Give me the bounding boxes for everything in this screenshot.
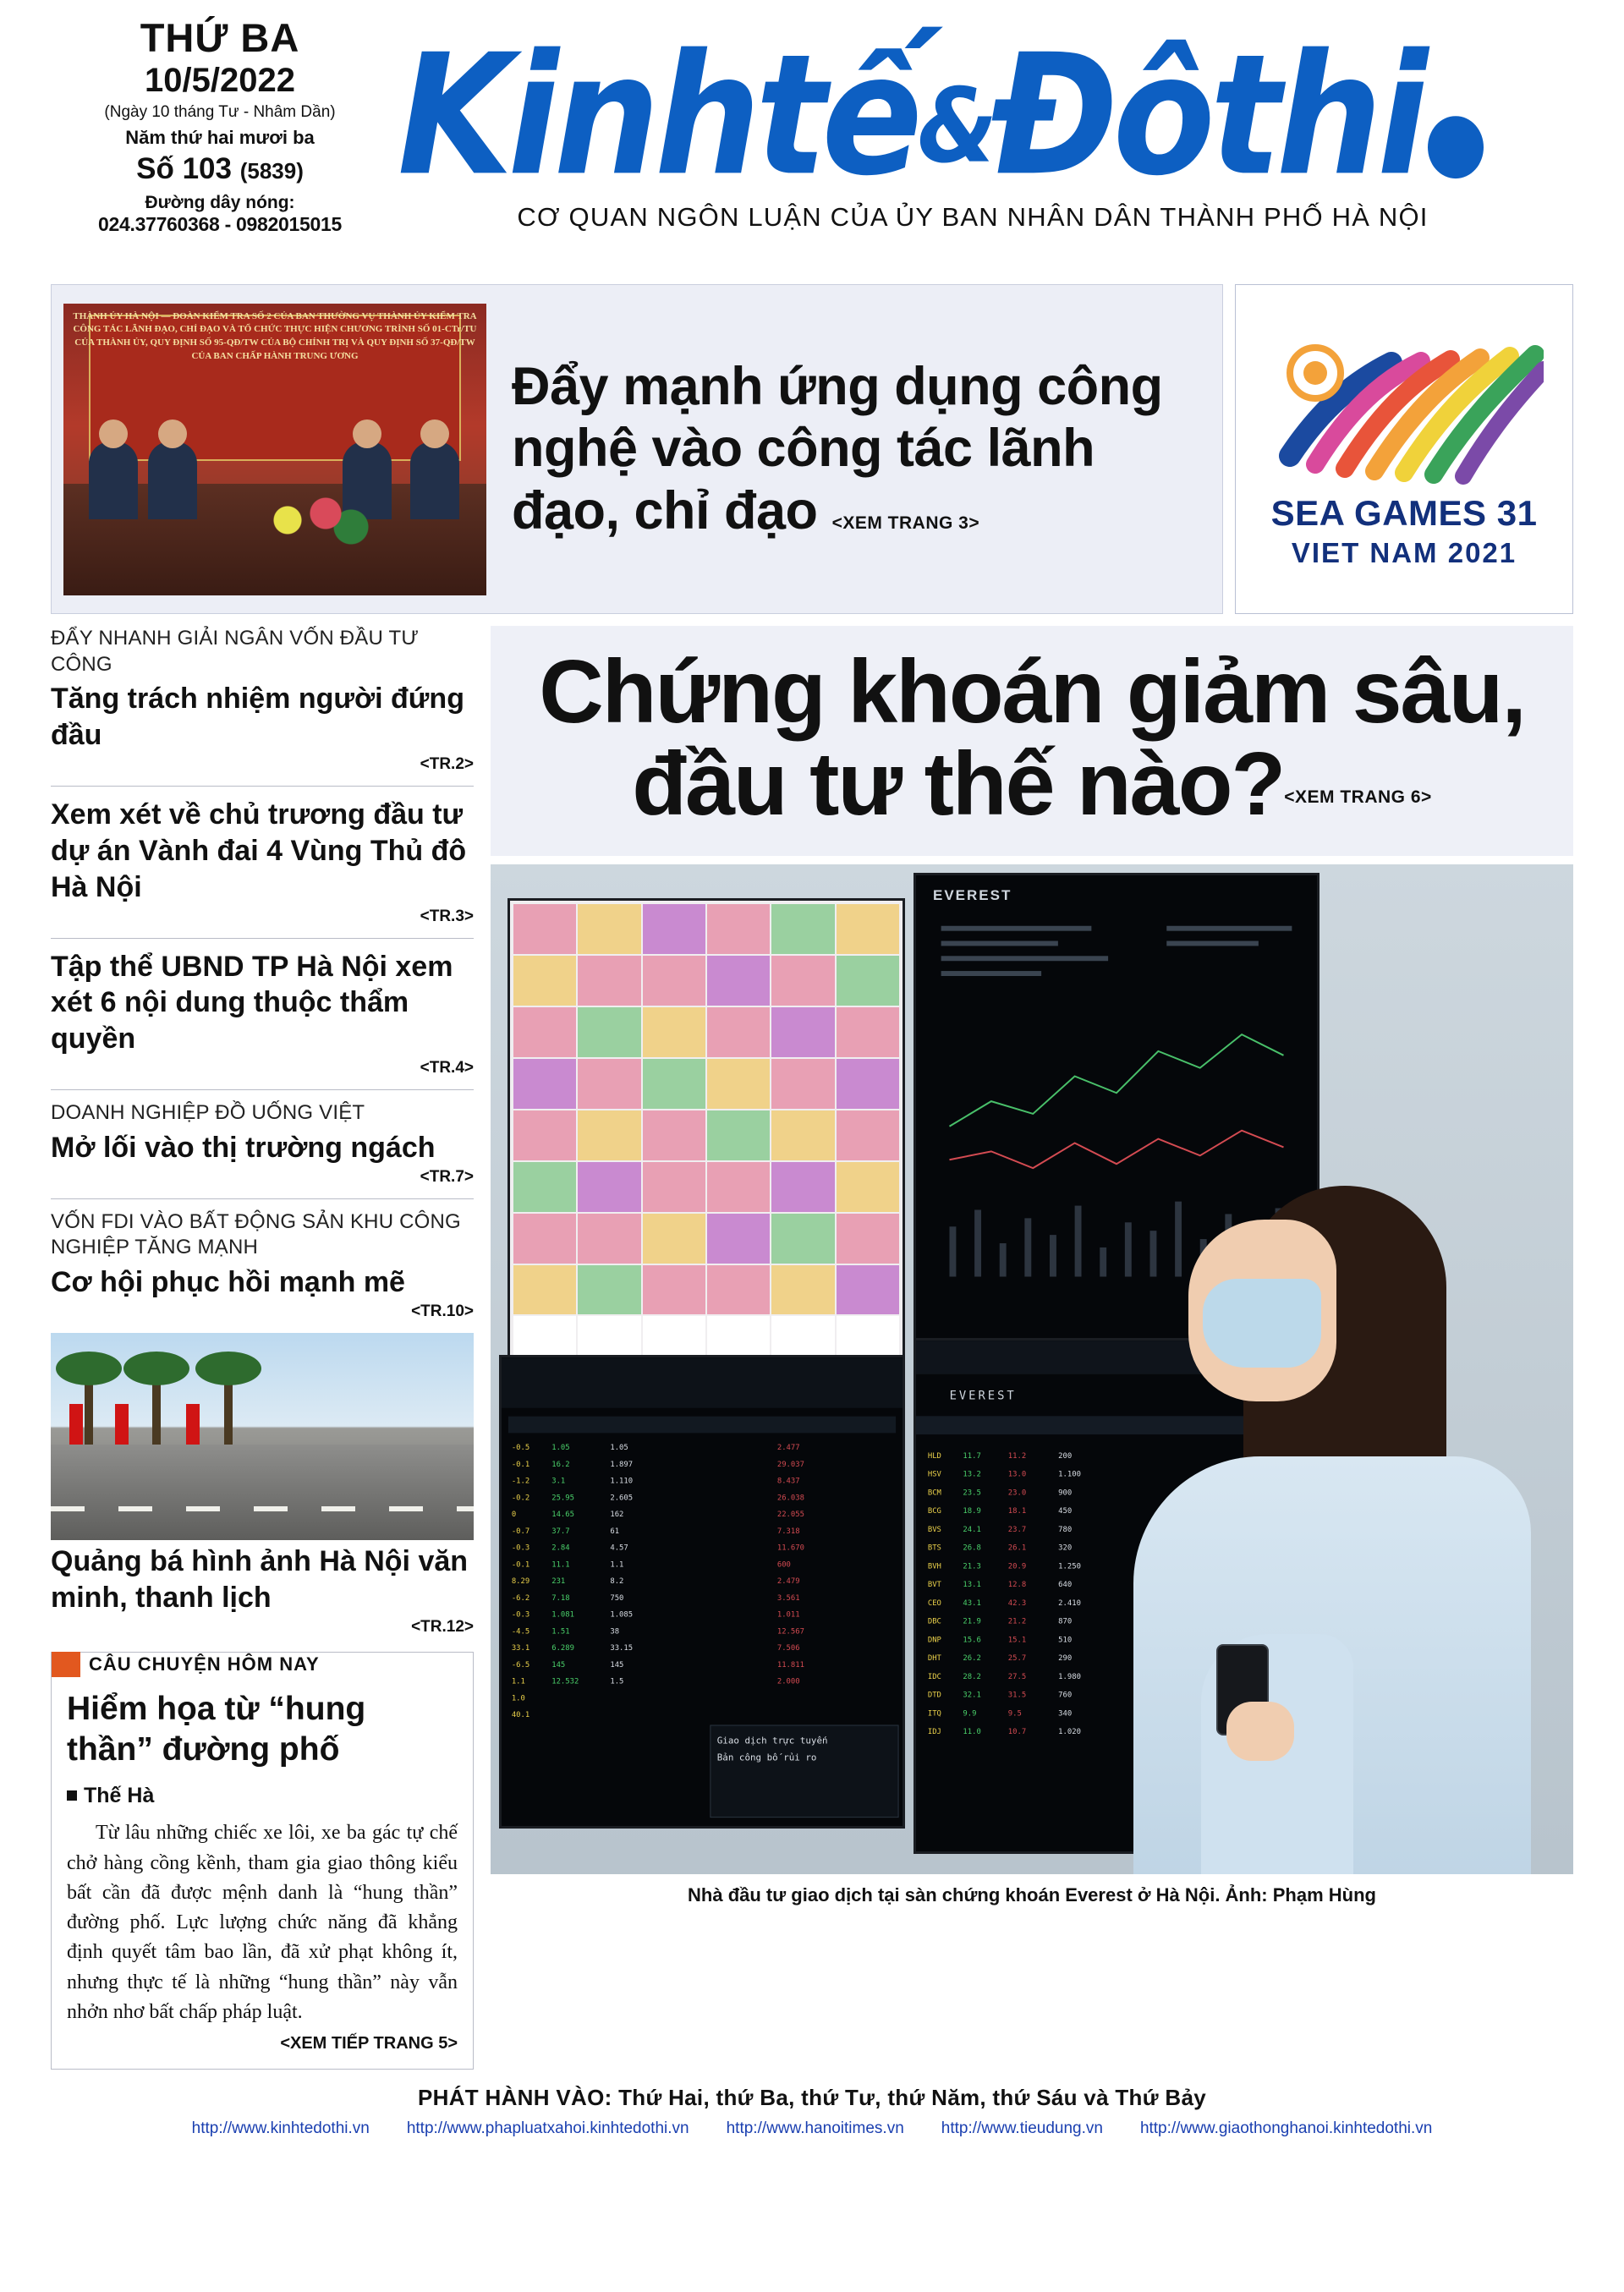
masthead-tagline: CƠ QUAN NGÔN LUẬN CỦA ỦY BAN NHÂN DÂN THÀNH PHỐ HÀ NỘI <box>517 202 1429 232</box>
svg-text:26.038: 26.038 <box>776 1494 804 1503</box>
svg-text:20.9: 20.9 <box>1007 1562 1027 1571</box>
svg-text:10.7: 10.7 <box>1007 1728 1027 1737</box>
svg-text:38: 38 <box>610 1627 620 1637</box>
svg-text:15.6: 15.6 <box>963 1636 981 1645</box>
publication-year: Năm thứ hai mươi ba <box>125 127 315 149</box>
svg-text:18.1: 18.1 <box>1007 1507 1027 1516</box>
banner-photo-person <box>410 441 459 519</box>
svg-text:8.29: 8.29 <box>511 1577 530 1587</box>
publication-schedule <box>51 2085 1573 2111</box>
svg-text:DTD: DTD <box>927 1692 941 1701</box>
hotline-label: Đường dây nóng: <box>145 193 295 213</box>
svg-text:16.2: 16.2 <box>551 1461 570 1470</box>
svg-text:61: 61 <box>610 1527 620 1537</box>
svg-text:28.2: 28.2 <box>963 1673 981 1682</box>
seagames-badge[interactable] <box>1235 284 1573 614</box>
svg-text:1.020: 1.020 <box>1058 1728 1081 1737</box>
svg-text:1.51: 1.51 <box>551 1627 570 1637</box>
street-photo <box>51 1333 474 1540</box>
svg-text:1.110: 1.110 <box>610 1477 634 1486</box>
page-body <box>51 626 1573 2070</box>
svg-text:21.3: 21.3 <box>963 1562 981 1571</box>
svg-text:200: 200 <box>1058 1452 1073 1461</box>
svg-text:29.037: 29.037 <box>776 1461 804 1470</box>
footer-link-hanoitimes[interactable]: http://www.hanoitimes.vn <box>726 2119 904 2138</box>
svg-text:BVH: BVH <box>927 1562 941 1571</box>
flag-icon <box>69 1404 83 1445</box>
footer-link-tieudung[interactable]: http://www.tieudung.vn <box>941 2119 1103 2138</box>
svg-text:0: 0 <box>511 1511 517 1520</box>
publish-label: PHÁT HÀNH VÀO: <box>418 2085 612 2111</box>
svg-text:320: 320 <box>1058 1544 1073 1553</box>
svg-text:25.95: 25.95 <box>551 1494 574 1503</box>
svg-text:-4.5: -4.5 <box>511 1627 530 1637</box>
photo-caption-headline[interactable] <box>51 1544 474 1637</box>
seagames-logo-icon <box>1265 329 1544 490</box>
svg-text:-1.2: -1.2 <box>511 1477 530 1486</box>
headline-page-ref: <TR.7> <box>420 1167 474 1186</box>
svg-text:BCG: BCG <box>927 1507 941 1516</box>
svg-text:1.5: 1.5 <box>610 1677 624 1686</box>
svg-text:26.8: 26.8 <box>963 1544 981 1553</box>
svg-text:37.7: 37.7 <box>551 1527 570 1537</box>
svg-text:450: 450 <box>1058 1507 1073 1516</box>
svg-text:1.011: 1.011 <box>776 1610 800 1620</box>
svg-text:31.5: 31.5 <box>1007 1692 1027 1701</box>
byline-bullet-icon <box>67 1790 77 1801</box>
svg-text:42.3: 42.3 <box>1007 1599 1027 1609</box>
divider <box>51 1089 474 1090</box>
screen-table-graphic <box>502 1357 903 1826</box>
svg-text:BVT: BVT <box>927 1581 941 1590</box>
banner-headline[interactable] <box>486 356 1210 541</box>
svg-text:290: 290 <box>1058 1654 1073 1664</box>
svg-text:-6.2: -6.2 <box>511 1594 530 1604</box>
svg-text:1.250: 1.250 <box>1058 1562 1081 1571</box>
main-headline-line1: Chứng khoán giảm sâu, <box>539 642 1525 742</box>
banner-photo-flowers <box>250 486 376 554</box>
divider <box>51 1198 474 1199</box>
face-mask-icon <box>1203 1279 1321 1368</box>
photo-caption-page-ref: <TR.12> <box>411 1617 474 1636</box>
today-story-byline <box>67 1784 458 1808</box>
logo-text-te: tế <box>755 18 918 213</box>
svg-text:1.980: 1.980 <box>1058 1673 1081 1682</box>
masthead-info <box>51 12 389 236</box>
left-column <box>51 626 474 2070</box>
svg-text:-0.1: -0.1 <box>511 1560 530 1570</box>
svg-text:600: 600 <box>776 1560 791 1570</box>
svg-text:1.085: 1.085 <box>610 1610 634 1620</box>
svg-text:23.0: 23.0 <box>1007 1489 1027 1498</box>
issue-label: Số 103 <box>136 152 232 186</box>
footer-link-phapluatxahoi[interactable]: http://www.phapluatxahoi.kinhtedothi.vn <box>406 2119 689 2138</box>
svg-text:3.561: 3.561 <box>776 1594 800 1604</box>
headline-page-ref: <TR.10> <box>411 1302 474 1320</box>
svg-text:1.05: 1.05 <box>610 1444 628 1453</box>
svg-text:Bản công bố rủi ro: Bản công bố rủi ro <box>716 1752 817 1763</box>
logo-text-thi: thi <box>1210 18 1424 213</box>
svg-text:4.57: 4.57 <box>610 1544 628 1553</box>
svg-text:9.9: 9.9 <box>963 1709 977 1719</box>
main-headline-line2-wrap <box>513 734 1551 835</box>
svg-text:24.1: 24.1 <box>963 1526 981 1535</box>
svg-text:-0.1: -0.1 <box>511 1461 530 1470</box>
svg-text:25.7: 25.7 <box>1007 1654 1027 1664</box>
svg-text:7.506: 7.506 <box>776 1644 800 1653</box>
hotline-number: 024.37760368 - 0982015015 <box>98 213 342 236</box>
logo-text-kinh: Kinh <box>398 18 756 213</box>
flag-icon <box>115 1404 129 1445</box>
screen-brand-label: EVEREST <box>933 887 1012 904</box>
headline-title: Mở lối vào thị trường ngách <box>51 1131 436 1164</box>
svg-text:26.1: 26.1 <box>1007 1544 1027 1553</box>
headline-item-1[interactable] <box>51 626 474 774</box>
svg-text:2.000: 2.000 <box>776 1677 800 1686</box>
headline-title: Cơ hội phục hồi mạnh mẽ <box>51 1266 405 1299</box>
logo-wrap <box>398 12 1573 211</box>
svg-text:22.055: 22.055 <box>776 1511 804 1520</box>
svg-text:11.670: 11.670 <box>776 1544 804 1553</box>
banner-photo <box>63 304 486 595</box>
page-footer <box>51 2085 1573 2138</box>
svg-text:BCM: BCM <box>927 1489 941 1498</box>
svg-text:11.811: 11.811 <box>776 1661 804 1670</box>
svg-text:-0.2: -0.2 <box>511 1494 530 1503</box>
svg-text:162: 162 <box>610 1511 624 1520</box>
svg-text:23.7: 23.7 <box>1007 1526 1027 1535</box>
svg-text:1.081: 1.081 <box>551 1610 574 1620</box>
headline-kicker: VỐN FDI VÀO BẤT ĐỘNG SẢN KHU CÔNG NGHIỆP TĂNG MẠNH <box>51 1209 461 1259</box>
svg-text:1.1: 1.1 <box>511 1677 525 1686</box>
svg-text:Giao dịch trực tuyến: Giao dịch trực tuyến <box>716 1735 828 1747</box>
today-story-text <box>67 1818 458 2027</box>
today-story-title: Hiểm họa từ “hung thần” đường phố <box>67 1690 366 1768</box>
screen-grid <box>513 904 899 1366</box>
svg-text:23.5: 23.5 <box>963 1489 981 1498</box>
svg-text:ITQ: ITQ <box>927 1709 941 1719</box>
headline-item-3[interactable] <box>51 949 474 1077</box>
trading-screen-bottom-left <box>499 1355 905 1829</box>
main-story-column <box>491 626 1573 2070</box>
street-photo-road <box>51 1445 474 1540</box>
svg-text:BVS: BVS <box>927 1526 941 1535</box>
palm-tree-icon <box>224 1377 233 1445</box>
svg-text:900: 900 <box>1058 1489 1073 1498</box>
today-story-box[interactable] <box>51 1652 474 2070</box>
svg-text:DBC: DBC <box>927 1617 941 1626</box>
footer-links <box>51 2119 1573 2138</box>
svg-text:-6.5: -6.5 <box>511 1661 530 1670</box>
svg-text:1.100: 1.100 <box>1058 1470 1081 1479</box>
headline-page-ref: <TR.2> <box>420 755 474 774</box>
photo-caption-title: Quảng bá hình ảnh Hà Nội văn minh, thanh lịch <box>51 1544 469 1614</box>
svg-text:870: 870 <box>1058 1617 1073 1626</box>
svg-text:1.897: 1.897 <box>610 1461 634 1470</box>
svg-text:-0.3: -0.3 <box>511 1544 530 1553</box>
main-headline <box>513 642 1551 835</box>
svg-text:13.1: 13.1 <box>963 1581 981 1590</box>
street-photo-lane-marking <box>51 1506 474 1511</box>
publish-days: Thứ Hai, thứ Ba, thứ Tư, thứ Năm, thứ Sáu và Thứ Bảy <box>618 2085 1206 2111</box>
svg-text:DHT: DHT <box>927 1654 941 1664</box>
headline-title: Tăng trách nhiệm người đứng đầu <box>51 683 464 752</box>
today-story-continue: <XEM TIẾP TRANG 5> <box>280 2034 458 2053</box>
figure-hand <box>1226 1702 1294 1761</box>
svg-text:33.1: 33.1 <box>511 1644 530 1653</box>
svg-text:21.9: 21.9 <box>963 1617 981 1626</box>
svg-text:640: 640 <box>1058 1581 1073 1590</box>
issue-date: 10/5/2022 <box>145 62 295 100</box>
main-photo-caption: Nhà đầu tư giao dịch tại sàn chứng khoán Everest ở Hà Nội. Ảnh: Phạm Hùng <box>491 1874 1573 1913</box>
svg-text:DNP: DNP <box>927 1636 941 1645</box>
svg-text:510: 510 <box>1058 1636 1073 1645</box>
logo-dot-icon <box>1428 116 1484 178</box>
svg-text:760: 760 <box>1058 1692 1073 1701</box>
svg-text:14.65: 14.65 <box>551 1511 574 1520</box>
headline-item-4[interactable] <box>51 1100 474 1187</box>
svg-text:BTS: BTS <box>927 1544 941 1553</box>
headline-page-ref: <TR.3> <box>420 907 474 925</box>
divider <box>51 786 474 787</box>
svg-text:1.0: 1.0 <box>511 1694 525 1703</box>
section-marker-icon <box>52 1652 80 1677</box>
svg-text:2.410: 2.410 <box>1058 1599 1081 1609</box>
issue-serial: (5839) <box>239 158 304 184</box>
svg-text:HSV: HSV <box>927 1470 941 1479</box>
svg-text:CEO: CEO <box>927 1599 941 1609</box>
svg-text:40.1: 40.1 <box>511 1711 530 1720</box>
today-story-header <box>52 1652 458 1677</box>
seagames-title: SEA GAMES 31 <box>1270 493 1538 533</box>
headline-title: Tập thể UBND TP Hà Nội xem xét 6 nội dung thuộc thẩm quyền <box>51 950 453 1056</box>
palm-tree-icon <box>152 1377 161 1445</box>
svg-text:750: 750 <box>610 1594 624 1604</box>
svg-text:3.1: 3.1 <box>551 1477 566 1486</box>
banner-headline-text: Đẩy mạnh ứng dụng công nghệ vào công tác lãnh đạo, chỉ đạo <box>512 357 1163 540</box>
svg-text:-0.7: -0.7 <box>511 1527 530 1537</box>
footer-link-kinhtedothi[interactable]: http://www.kinhtedothi.vn <box>191 2119 370 2138</box>
today-story-body: Từ lâu những chiếc xe lôi, xe ba gác tự chế chở hàng cồng kềnh, tham gia giao thông kiểu bất cần đã được mệnh danh là “hung thần” đường phố. Lực lượng chức năng đã khẳng định quyết tâm bao lần, đã xử phạt không ít, nhưng thực tế là những “hung thần” này vẫn nhởn nhơ bất chấp pháp luật. <box>67 1822 458 2023</box>
weekday-label: THỨ BA <box>140 15 300 60</box>
headline-item-2[interactable] <box>51 797 474 925</box>
svg-text:IDJ: IDJ <box>927 1728 941 1737</box>
svg-text:12.8: 12.8 <box>1007 1581 1027 1590</box>
svg-text:11.7: 11.7 <box>963 1452 981 1461</box>
headline-title: Xem xét về chủ trương đầu tư dự án Vành đai 4 Vùng Thủ đô Hà Nội <box>51 798 467 903</box>
svg-text:12.532: 12.532 <box>551 1677 579 1686</box>
svg-text:15.1: 15.1 <box>1007 1636 1027 1645</box>
svg-text:11.1: 11.1 <box>551 1560 570 1570</box>
top-banner <box>51 284 1573 614</box>
main-headline-box[interactable] <box>491 626 1573 856</box>
svg-text:340: 340 <box>1058 1709 1073 1719</box>
svg-text:13.2: 13.2 <box>963 1470 981 1479</box>
svg-text:HLD: HLD <box>927 1452 941 1461</box>
svg-text:8.437: 8.437 <box>776 1477 800 1486</box>
banner-see-page: <XEM TRANG 3> <box>831 513 980 533</box>
svg-text:2.477: 2.477 <box>776 1444 800 1453</box>
issue-number-line <box>51 152 389 186</box>
palm-tree-icon <box>85 1377 93 1445</box>
svg-text:IDC: IDC <box>927 1673 941 1682</box>
headline-page-ref: <TR.4> <box>420 1059 474 1077</box>
svg-text:26.2: 26.2 <box>963 1654 981 1664</box>
svg-text:13.0: 13.0 <box>1007 1470 1027 1479</box>
svg-text:2.605: 2.605 <box>610 1494 634 1503</box>
main-see-page: <XEM TRANG 6> <box>1284 787 1432 808</box>
lunar-date: (Ngày 10 tháng Tư - Nhâm Dần) <box>104 103 336 122</box>
logo-ampersand: & <box>917 68 992 187</box>
top-banner-story[interactable] <box>51 284 1223 614</box>
svg-text:11.2: 11.2 <box>1007 1452 1027 1461</box>
svg-text:1.05: 1.05 <box>551 1444 570 1453</box>
svg-text:231: 231 <box>551 1577 566 1587</box>
footer-link-giaothonghanoi[interactable]: http://www.giaothonghanoi.kinhtedothi.vn <box>1139 2119 1433 2138</box>
svg-text:43.1: 43.1 <box>963 1599 981 1609</box>
svg-text:12.567: 12.567 <box>776 1627 804 1637</box>
today-story-section-label: CÂU CHUYỆN HÔM NAY <box>89 1653 320 1675</box>
newspaper-logo <box>398 12 1573 232</box>
svg-text:-0.5: -0.5 <box>511 1444 530 1453</box>
svg-text:7.318: 7.318 <box>776 1527 800 1537</box>
svg-text:9.5: 9.5 <box>1007 1709 1022 1719</box>
svg-text:EVEREST: EVEREST <box>949 1389 1017 1403</box>
banner-photo-person <box>89 441 138 519</box>
svg-text:32.1: 32.1 <box>963 1692 981 1701</box>
headline-kicker: DOANH NGHIỆP ĐỒ UỐNG VIỆT <box>51 1101 365 1125</box>
logo-text-do: Đô <box>992 18 1210 213</box>
svg-text:11.0: 11.0 <box>963 1728 981 1737</box>
divider <box>51 938 474 939</box>
flag-icon <box>186 1404 200 1445</box>
svg-text:1.1: 1.1 <box>610 1560 624 1570</box>
svg-text:21.2: 21.2 <box>1007 1617 1027 1626</box>
banner-backdrop-text: THÀNH ỦY HÀ NỘI — ĐOÀN KIỂM TRA SỐ 2 CỦA BAN THƯỜNG VỤ THÀNH ỦY KIỂM TRA CÔNG TÁC LÃNH ĐẠO, CHỈ ĐẠO VÀ TỔ CHỨC THỰC HIỆN CHƯƠNG TRÌNH SỐ 01-CTr/TU CỦA THÀNH ỦY, QUY ĐỊNH SỐ 95-QĐ/TW CỦA BỘ CHÍNH TRỊ VÀ QUY ĐỊNH SỐ 37-QĐ/TW CỦA BAN CHẤP HÀNH TRUNG ƯƠNG <box>73 310 477 362</box>
seagames-subtitle: VIET NAM 2021 <box>1291 537 1517 568</box>
svg-text:8.2: 8.2 <box>610 1577 624 1587</box>
svg-text:6.289: 6.289 <box>551 1644 574 1653</box>
masthead <box>51 0 1573 279</box>
headline-kicker: ĐẨY NHANH GIẢI NGÂN VỐN ĐẦU TƯ CÔNG <box>51 627 420 676</box>
banner-photo-person <box>148 441 197 519</box>
svg-text:27.5: 27.5 <box>1007 1673 1027 1682</box>
svg-text:2.84: 2.84 <box>551 1544 570 1553</box>
svg-text:18.9: 18.9 <box>963 1507 981 1516</box>
main-photo-trading-floor <box>491 864 1573 1913</box>
svg-text:-0.3: -0.3 <box>511 1610 530 1620</box>
svg-text:145: 145 <box>551 1661 566 1670</box>
trading-screen-top-left <box>508 898 905 1372</box>
main-headline-line2: đầu tư thế nào? <box>632 734 1285 835</box>
svg-text:33.15: 33.15 <box>610 1644 634 1653</box>
headline-item-5[interactable] <box>51 1209 474 1321</box>
today-story-author: Thế Hà <box>84 1784 155 1808</box>
investor-figure <box>1108 1152 1548 1913</box>
masthead-logo-area <box>389 12 1573 233</box>
svg-text:7.18: 7.18 <box>551 1594 570 1604</box>
svg-text:780: 780 <box>1058 1526 1073 1535</box>
svg-text:145: 145 <box>610 1661 624 1670</box>
svg-text:2.479: 2.479 <box>776 1577 800 1587</box>
